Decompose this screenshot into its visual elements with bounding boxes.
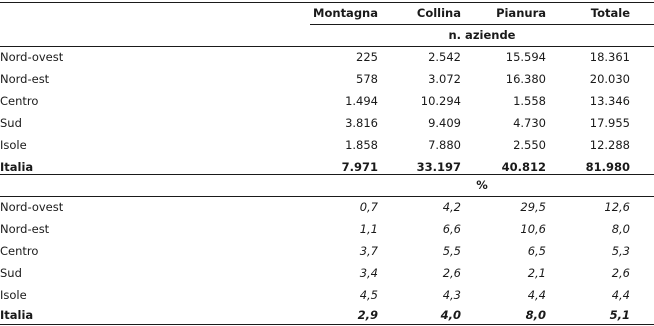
table-row-total: [0, 304, 654, 326]
row-label: Isole: [0, 138, 27, 152]
col-header-collina: Collina: [416, 6, 461, 20]
cell-pianura: 15.594: [505, 50, 546, 64]
cell-montagna: 1.858: [345, 138, 378, 152]
cell-collina: 3.072: [428, 72, 461, 86]
table-row: [0, 218, 654, 240]
cell-pianura: 1.558: [513, 94, 546, 108]
table-row: [0, 134, 654, 156]
cell-collina: 33.197: [416, 160, 461, 174]
row-label: Italia: [0, 308, 34, 322]
cell-totale: 20.030: [589, 72, 630, 86]
table-bottom-rule: [0, 324, 654, 325]
cell-montagna: 1.494: [345, 94, 378, 108]
table-row: [0, 262, 654, 284]
row-label: Centro: [0, 244, 39, 258]
cell-pianura: 16.380: [505, 72, 546, 86]
row-label: Nord-est: [0, 72, 50, 86]
cell-montagna: 2,9: [357, 308, 378, 322]
cell-pianura: 29,5: [520, 200, 546, 214]
header-row: [0, 2, 654, 24]
cell-montagna: 3,7: [359, 244, 378, 258]
cell-montagna: 1,1: [359, 222, 378, 236]
cell-collina: 9.409: [428, 116, 461, 130]
cell-collina: 4,0: [440, 308, 461, 322]
cell-totale: 5,1: [609, 308, 630, 322]
cell-collina: 4,2: [442, 200, 461, 214]
cell-pianura: 4,4: [527, 288, 546, 302]
row-label: Nord-ovest: [0, 200, 64, 214]
col-header-totale: Totale: [590, 6, 630, 20]
section-title-percent: %: [476, 178, 488, 192]
section-title-counts: n. aziende: [448, 28, 516, 42]
cell-pianura: 6,5: [527, 244, 546, 258]
cell-pianura: 2,1: [527, 266, 546, 280]
cell-montagna: 3.816: [345, 116, 378, 130]
table-row: [0, 112, 654, 134]
cell-totale: 8,0: [611, 222, 630, 236]
cell-totale: 17.955: [589, 116, 630, 130]
row-label: Sud: [0, 116, 22, 130]
cell-montagna: 578: [356, 72, 378, 86]
cell-totale: 13.346: [589, 94, 630, 108]
cell-totale: 81.980: [585, 160, 630, 174]
cell-montagna: 225: [356, 50, 378, 64]
cell-totale: 4,4: [611, 288, 630, 302]
table-row: [0, 240, 654, 262]
cell-totale: 5,3: [611, 244, 630, 258]
cell-totale: 12,6: [604, 200, 630, 214]
cell-pianura: 10,6: [520, 222, 546, 236]
row-label: Nord-ovest: [0, 50, 64, 64]
cell-montagna: 3,4: [359, 266, 378, 280]
cell-collina: 10.294: [420, 94, 461, 108]
cell-montagna: 4,5: [359, 288, 378, 302]
cell-pianura: 8,0: [525, 308, 546, 322]
cell-collina: 6,6: [442, 222, 461, 236]
table-row: [0, 68, 654, 90]
cell-collina: 7.880: [428, 138, 461, 152]
cell-totale: 12.288: [589, 138, 630, 152]
cell-collina: 2,6: [442, 266, 461, 280]
col-header-montagna: Montagna: [313, 6, 378, 20]
row-label: Centro: [0, 94, 39, 108]
cell-collina: 4,3: [442, 288, 461, 302]
table-row: [0, 284, 654, 306]
cell-collina: 2.542: [428, 50, 461, 64]
row-label: Nord-est: [0, 222, 50, 236]
col-header-pianura: Pianura: [496, 6, 546, 20]
row-label: Isole: [0, 288, 27, 302]
cell-montagna: 0,7: [359, 200, 378, 214]
cell-totale: 2,6: [611, 266, 630, 280]
cell-pianura: 4.730: [513, 116, 546, 130]
table-row: [0, 46, 654, 68]
row-label: Italia: [0, 160, 34, 174]
cell-totale: 18.361: [589, 50, 630, 64]
table-row: [0, 90, 654, 112]
row-label: Sud: [0, 266, 22, 280]
cell-montagna: 7.971: [341, 160, 378, 174]
cell-collina: 5,5: [442, 244, 461, 258]
table-row: [0, 196, 654, 218]
cell-pianura: 2.550: [513, 138, 546, 152]
cell-pianura: 40.812: [501, 160, 546, 174]
